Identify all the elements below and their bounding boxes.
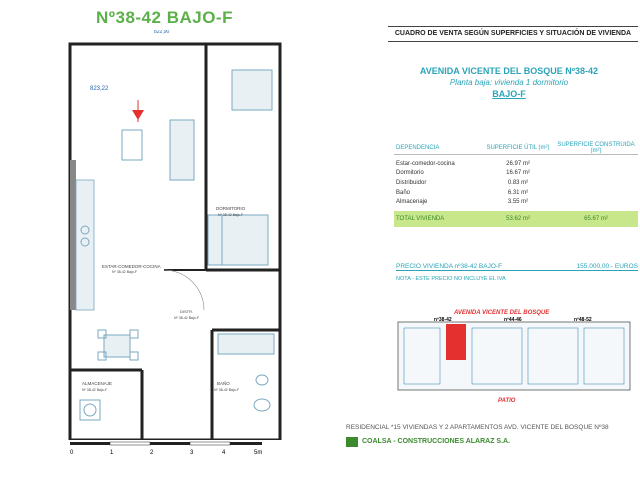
- header-construida: SUPERFICIE CONSTRUIDA (m²): [557, 142, 635, 154]
- total-row: [394, 211, 638, 227]
- price-note: NOTA - ESTE PRECIO NO INCLUYE EL IVA: [396, 276, 506, 282]
- sales-header: CUADRO DE VENTA SEGÚN SUPERFICIES Y SITUACIÓN DE VIVIENDA: [388, 26, 638, 42]
- row-name: Dormitorio: [396, 170, 424, 177]
- level-top: 822,90: [154, 30, 170, 35]
- bano-label: BAÑO: [217, 381, 230, 386]
- total-util: 53.62 m²: [506, 215, 530, 222]
- scale-2: 2: [150, 450, 154, 456]
- table-header: [394, 142, 638, 155]
- distrib-sub: Nº 38-42 Bajo-F: [174, 316, 200, 320]
- site-block-1: nº38-42: [434, 317, 452, 323]
- scale-3: 3: [190, 450, 194, 456]
- table-row: [394, 178, 638, 188]
- almacenaje-sub: Nº 38-42 Bajo-F: [82, 388, 108, 392]
- footer-residencial: RESIDENCIAL *15 VIVIENDAS Y 2 APARTAMENTOS AVD. VICENTE DEL BOSQUE Nº38: [346, 424, 609, 431]
- price-value: 155.000,00.- EUROS: [576, 263, 638, 270]
- site-street: AVENIDA VICENTE DEL BOSQUE: [454, 310, 550, 316]
- row-util: 3.55 m²: [507, 199, 529, 206]
- subtitle: Planta baja: vivienda 1 dormitorio: [449, 78, 569, 87]
- estar-label: ESTAR-COMEDOR-COCINA: [102, 264, 161, 269]
- almacenaje-label: ALMACENAJE: [82, 381, 113, 386]
- row-util: 26.97 m²: [506, 160, 530, 167]
- dormitorio-sub: Nº 38-42 Bajo-F: [218, 213, 244, 217]
- unit-label: BAJO-F: [492, 89, 526, 99]
- row-name: Estar-comedor-cocina: [396, 160, 455, 167]
- distrib-label: DISTR.: [180, 309, 194, 314]
- price-line: [396, 263, 638, 271]
- row-name: Distribuidor: [396, 179, 427, 186]
- table-row: [394, 188, 638, 198]
- company-logo-icon: [346, 437, 358, 447]
- address: AVENIDA VICENTE DEL BOSQUE Nº38-42: [419, 66, 599, 76]
- site-patio-bottom: PATIO: [498, 398, 516, 404]
- price-label: PRECIO VIVIENDA nº38-42 BAJO-F: [396, 263, 503, 270]
- header-util: SUPERFICIE ÚTIL (m²): [486, 145, 550, 151]
- row-name: Baño: [396, 189, 411, 196]
- footer-company: COALSA - CONSTRUCCIONES ALARAZ S.A.: [362, 438, 511, 445]
- scale-bar: [70, 440, 270, 460]
- level-left: 823,22: [90, 86, 109, 92]
- total-construida: 65.67 m²: [584, 215, 608, 222]
- row-util: 6.31 m²: [507, 189, 529, 196]
- scale-1: 1: [110, 450, 114, 456]
- table-row: [394, 169, 638, 179]
- site-block-3: nº48-52: [574, 317, 592, 323]
- scale-0: 0: [70, 450, 74, 456]
- dormitorio-label: DORMITORIO: [216, 206, 246, 211]
- estar-sub: Nº 38-42 Bajo-F: [112, 270, 138, 274]
- total-name: TOTAL VIVIENDA: [396, 215, 445, 222]
- row-util: 0.83 m²: [507, 179, 529, 186]
- scale-5: 5m: [254, 450, 263, 456]
- site-block-2: nº44-46: [504, 317, 522, 323]
- surface-table: [394, 142, 638, 227]
- header-dependencia: DEPENDENCIA: [396, 145, 440, 151]
- scale-4: 4: [222, 450, 226, 456]
- table-row: [394, 197, 638, 207]
- row-util: 16.67 m²: [506, 170, 530, 177]
- row-name: Almacenaje: [396, 199, 428, 206]
- floor-plan: [52, 30, 284, 440]
- site-plan: [394, 300, 634, 408]
- page-title: Nº38-42 BAJO-F: [96, 8, 233, 27]
- table-row: [394, 159, 638, 169]
- bano-sub: Nº 38-42 Bajo-F: [214, 388, 240, 392]
